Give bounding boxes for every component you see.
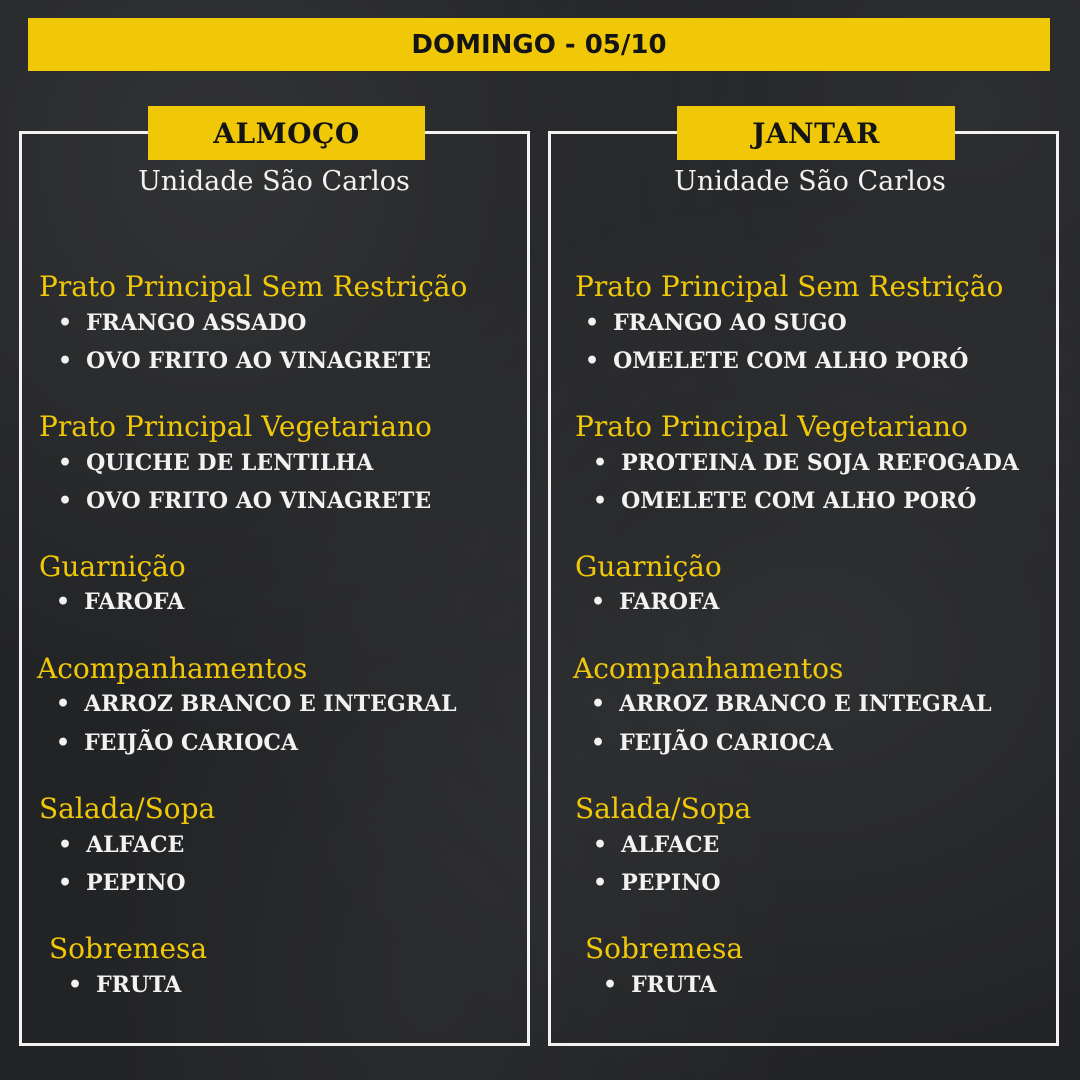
jantar-menu-item: • OMELETE COM ALHO PORÓ — [593, 488, 977, 514]
jantar-section-title: Guarnição — [575, 550, 722, 583]
almoco-menu-item: • FRANGO ASSADO — [58, 310, 307, 336]
jantar-section-title: Salada/Sopa — [575, 792, 752, 825]
jantar-section-title: Prato Principal Sem Restrição — [575, 270, 1004, 303]
almoco-label: ALMOÇO — [148, 106, 425, 160]
almoco-menu-item: • ALFACE — [58, 832, 185, 858]
almoco-section-title: Salada/Sopa — [39, 792, 216, 825]
jantar-unit: Unidade São Carlos — [674, 166, 946, 197]
almoco-section-title: Acompanhamentos — [37, 652, 308, 685]
jantar-section-title: Acompanhamentos — [573, 652, 844, 685]
jantar-section-title: Sobremesa — [585, 932, 744, 965]
almoco-menu-item: • PEPINO — [58, 870, 186, 896]
jantar-menu-item: • FRANGO AO SUGO — [585, 310, 847, 336]
jantar-menu-item: • ALFACE — [593, 832, 720, 858]
almoco-section-title: Guarnição — [39, 550, 186, 583]
almoco-menu-item: • OVO FRITO AO VINAGRETE — [58, 488, 432, 514]
almoco-menu-item: • ARROZ BRANCO E INTEGRAL — [56, 691, 457, 717]
almoco-menu-item: • QUICHE DE LENTILHA — [58, 450, 374, 476]
almoco-section-title: Sobremesa — [49, 932, 208, 965]
jantar-menu-item: • PEPINO — [593, 870, 721, 896]
almoco-menu-item: • FEIJÃO CARIOCA — [56, 730, 298, 756]
jantar-menu-item: • FRUTA — [603, 972, 717, 998]
jantar-menu-item: • OMELETE COM ALHO PORÓ — [585, 348, 969, 374]
jantar-menu-item: • FEIJÃO CARIOCA — [591, 730, 833, 756]
date-banner: DOMINGO - 05/10 — [28, 18, 1050, 71]
almoco-menu-item: • FAROFA — [56, 589, 185, 615]
jantar-section-title: Prato Principal Vegetariano — [575, 410, 968, 443]
almoco-menu-item: • OVO FRITO AO VINAGRETE — [58, 348, 432, 374]
almoco-section-title: Prato Principal Vegetariano — [39, 410, 432, 443]
almoco-section-title: Prato Principal Sem Restrição — [39, 270, 468, 303]
jantar-menu-item: • ARROZ BRANCO E INTEGRAL — [591, 691, 992, 717]
almoco-menu-item: • FRUTA — [68, 972, 182, 998]
almoco-unit: Unidade São Carlos — [138, 166, 410, 197]
jantar-menu-item: • FAROFA — [591, 589, 720, 615]
jantar-label: JANTAR — [677, 106, 955, 160]
jantar-menu-item: • PROTEINA DE SOJA REFOGADA — [593, 450, 1019, 476]
